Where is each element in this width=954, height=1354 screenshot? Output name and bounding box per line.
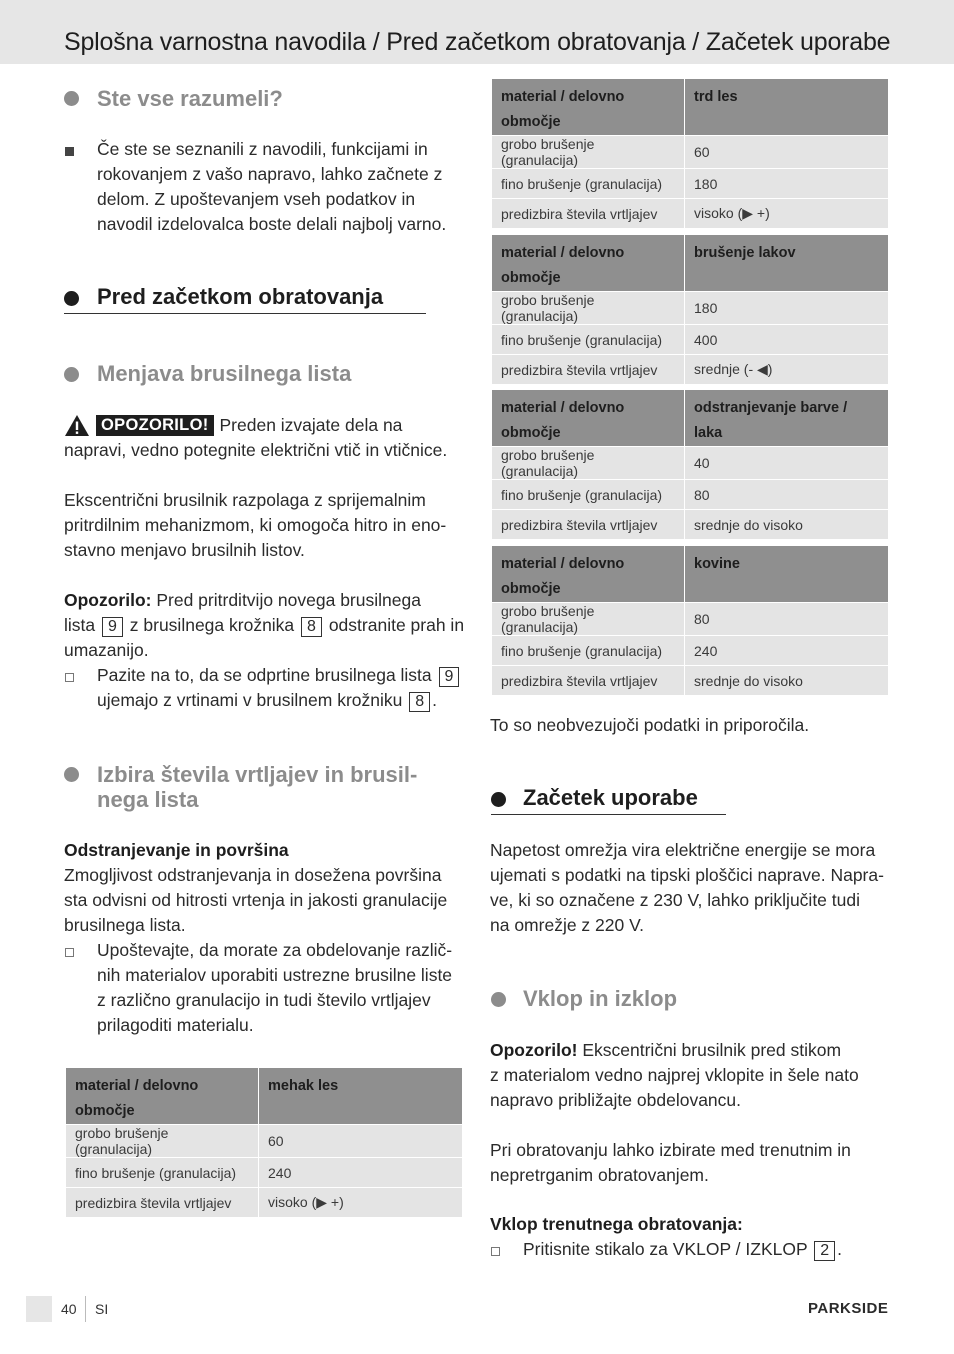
warning-triangle-icon <box>64 414 90 437</box>
paragraph-mode: nepretrganim obratovanjem. <box>490 1165 709 1185</box>
note-text: lista <box>64 615 96 635</box>
warning-badge: OPOZORILO! <box>96 415 214 436</box>
note-label: Opozorilo: <box>64 590 152 610</box>
table-cell: grobo brušenje (granulacija) <box>66 1125 259 1158</box>
table-header-cell: odstranjevanje barve / laka <box>685 390 889 447</box>
table-header-cell: mehak les <box>259 1068 463 1125</box>
subheading-text: Odstranjevanje in površina <box>64 840 289 860</box>
table-cell: fino brušenje (granulacija) <box>492 325 685 355</box>
note-line: umazanijo. <box>64 640 149 660</box>
page-title: Splošna varnostna navodila / Pred začetkom obratovanja / Začetek uporabe <box>64 28 891 56</box>
spec-table-varnish <box>491 234 889 385</box>
table-cell: srednje do visoko <box>685 666 889 696</box>
paragraph-understood: Če ste se seznanili z navodili, funkcijami in rokovanjem z vašo napravo, lahko začnete z delom. Z upoštevanjem vseh podatkov in navodil izdelovalca boste delali najbolj varno. <box>97 139 447 234</box>
table-cell: 400 <box>685 325 889 355</box>
table-cell: 60 <box>259 1125 463 1158</box>
spec-table-hard-wood <box>491 78 889 229</box>
table-cell: grobo brušenje (granulacija) <box>492 292 685 325</box>
ref-8: 8 <box>409 692 430 712</box>
subheading-removal <box>64 838 289 863</box>
table-cell: visoko (▶ +) <box>259 1188 463 1218</box>
paragraph-voltage: na omrežje z 220 V. <box>490 915 645 935</box>
section-bullet-icon <box>64 367 79 382</box>
ref-2: 2 <box>814 1241 835 1261</box>
paragraph-voltage: ve, ki so označene z 230 V, lahko priključite tudi <box>490 890 860 910</box>
checkbox-bullet-icon <box>65 673 74 682</box>
table-cell: 240 <box>259 1158 463 1188</box>
table-cell: srednje (- ◀) <box>685 355 889 385</box>
table-cell: 180 <box>685 292 889 325</box>
table-cell: predizbira števila vrtljajev <box>492 355 685 385</box>
section-bullet-icon <box>491 992 506 1007</box>
section-title-speed: Izbira števila vrtljajev in brusil- <box>97 762 418 787</box>
page-number: 40 <box>61 1301 77 1317</box>
table-header-cell: kovine <box>685 546 889 603</box>
section-title-on-off: Vklop in izklop <box>523 986 678 1011</box>
bullet-switch <box>523 1237 842 1262</box>
checkbox-bullet-icon <box>65 948 74 957</box>
paragraph-eccentric: stavno menjavo brusilnih listov. <box>64 540 305 560</box>
table-cell: 180 <box>685 169 889 199</box>
table-cell: 60 <box>685 136 889 169</box>
spec-table-soft-wood <box>65 1067 463 1218</box>
bullet-text: Pazite na to, da se odprtine brusilnega lista <box>97 665 432 685</box>
paragraph-removal: brusilnega lista. <box>64 915 186 935</box>
paragraph-voltage: ujemati s podatki na tipski ploščici naprave. Napra- <box>490 865 884 885</box>
note-text: Pred pritrditvijo novega brusilnega <box>156 590 421 610</box>
brand-logo: PARKSIDE <box>808 1300 889 1317</box>
table-cell: fino brušenje (granulacija) <box>492 480 685 510</box>
bullet-text: . <box>837 1239 842 1259</box>
table-cell: 240 <box>685 636 889 666</box>
warning-line: z materialom vedno najprej vklopite in šele nato <box>490 1065 859 1085</box>
table-header-cell: brušenje lakov <box>685 235 889 292</box>
warning-text: Ekscentrični brusilnik pred stikom <box>582 1040 842 1060</box>
paragraph-mode: Pri obratovanju lahko izbirate med trenutnim in <box>490 1140 851 1160</box>
checkbox-bullet-icon <box>491 1247 500 1256</box>
spec-table-paint-removal <box>491 389 889 540</box>
table-header-cell: trd les <box>685 79 889 136</box>
warning-line <box>490 1038 841 1063</box>
section-title-sanding-sheet: Menjava brusilnega lista <box>97 361 352 386</box>
paragraph-voltage: Napetost omrežja vira električne energije se mora <box>490 840 876 860</box>
note-text: odstranite prah in <box>328 615 465 635</box>
table-cell: visoko (▶ +) <box>685 199 889 229</box>
bullet-materials: z različno granulacijo in tudi število vrtljajev <box>97 990 431 1010</box>
bullet-holes <box>97 688 437 713</box>
warning-text-cont: napravi, vedno potegnite električni vtič in vtičnice. <box>64 440 448 460</box>
table-cell: predizbira števila vrtljajev <box>492 510 685 540</box>
ref-9: 9 <box>102 617 123 637</box>
paragraph-removal: Zmogljivost odstranjevanja in dosežena površina <box>64 865 442 885</box>
table-cell: predizbira števila vrtljajev <box>492 199 685 229</box>
table-header-cell: material / delovno območje <box>66 1068 259 1125</box>
table-cell: grobo brušenje (granulacija) <box>492 447 685 480</box>
table-cell: fino brušenje (granulacija) <box>66 1158 259 1188</box>
bullet-text: ujemajo z vrtinami v brusilnem krožniku <box>97 690 403 710</box>
square-bullet-icon <box>65 147 74 156</box>
paragraph-removal: sta odvisni od hitrosti vrtenja in jakosti granulacije <box>64 890 448 910</box>
table-header-cell: material / delovno območje <box>492 390 685 447</box>
section-bullet-icon <box>64 767 79 782</box>
subheading-text: Vklop trenutnega obratovanja: <box>490 1214 743 1234</box>
table-cell: predizbira števila vrtljajev <box>66 1188 259 1218</box>
note-line <box>64 588 421 613</box>
table-cell: srednje do visoko <box>685 510 889 540</box>
warning-text: Preden izvajate dela na <box>219 415 403 435</box>
ref-8: 8 <box>301 617 322 637</box>
footer-marker <box>26 1296 52 1322</box>
table-cell: fino brušenje (granulacija) <box>492 636 685 666</box>
table-cell: grobo brušenje (granulacija) <box>492 136 685 169</box>
section-title-start: Začetek uporabe <box>491 785 726 815</box>
bullet-text: Pritisnite stikalo za VKLOP / IZKLOP <box>523 1239 808 1259</box>
section-bullet-icon <box>64 91 79 106</box>
note-text: z brusilnega krožnika <box>129 615 295 635</box>
table-cell: 40 <box>685 447 889 480</box>
section-title-before-operation: Pred začetkom obratovanja <box>64 284 426 314</box>
table-cell: predizbira števila vrtljajev <box>492 666 685 696</box>
table-cell: 80 <box>685 480 889 510</box>
paragraph-eccentric: Ekscentrični brusilnik razpolaga z sprijemalnim <box>64 490 426 510</box>
note-line <box>64 613 464 638</box>
warning-line: napravo približajte obdelovancu. <box>490 1090 741 1110</box>
table-header-cell: material / delovno območje <box>492 235 685 292</box>
table-header-cell: material / delovno območje <box>492 546 685 603</box>
bullet-holes <box>97 663 461 688</box>
bullet-materials: nih materialov uporabiti ustrezne brusilne liste <box>97 965 453 985</box>
language-code: SI <box>95 1301 109 1317</box>
table-header-cell: material / delovno območje <box>492 79 685 136</box>
section-title-speed: nega lista <box>97 787 199 812</box>
paragraph-eccentric: pritrdilnim mehanizmom, ki omogoča hitro in eno- <box>64 515 447 535</box>
table-cell: fino brušenje (granulacija) <box>492 169 685 199</box>
subheading-momentary <box>490 1212 743 1237</box>
bullet-text: . <box>432 690 438 710</box>
spec-table-metal <box>491 545 889 696</box>
footer-divider <box>85 1296 86 1322</box>
bullet-materials: Upoštevajte, da morate za obdelovanje različ- <box>97 940 453 960</box>
nonbinding-note: To so neobvezujoči podatki in priporočila. <box>490 715 810 735</box>
ref-9: 9 <box>439 667 460 687</box>
table-cell: 80 <box>685 603 889 636</box>
warning-label: Opozorilo! <box>490 1040 578 1060</box>
section-title-understood: Ste vse razumeli? <box>97 86 283 111</box>
table-cell: grobo brušenje (granulacija) <box>492 603 685 636</box>
warning-row <box>64 413 402 438</box>
bullet-materials: prilagoditi materialu. <box>97 1015 254 1035</box>
